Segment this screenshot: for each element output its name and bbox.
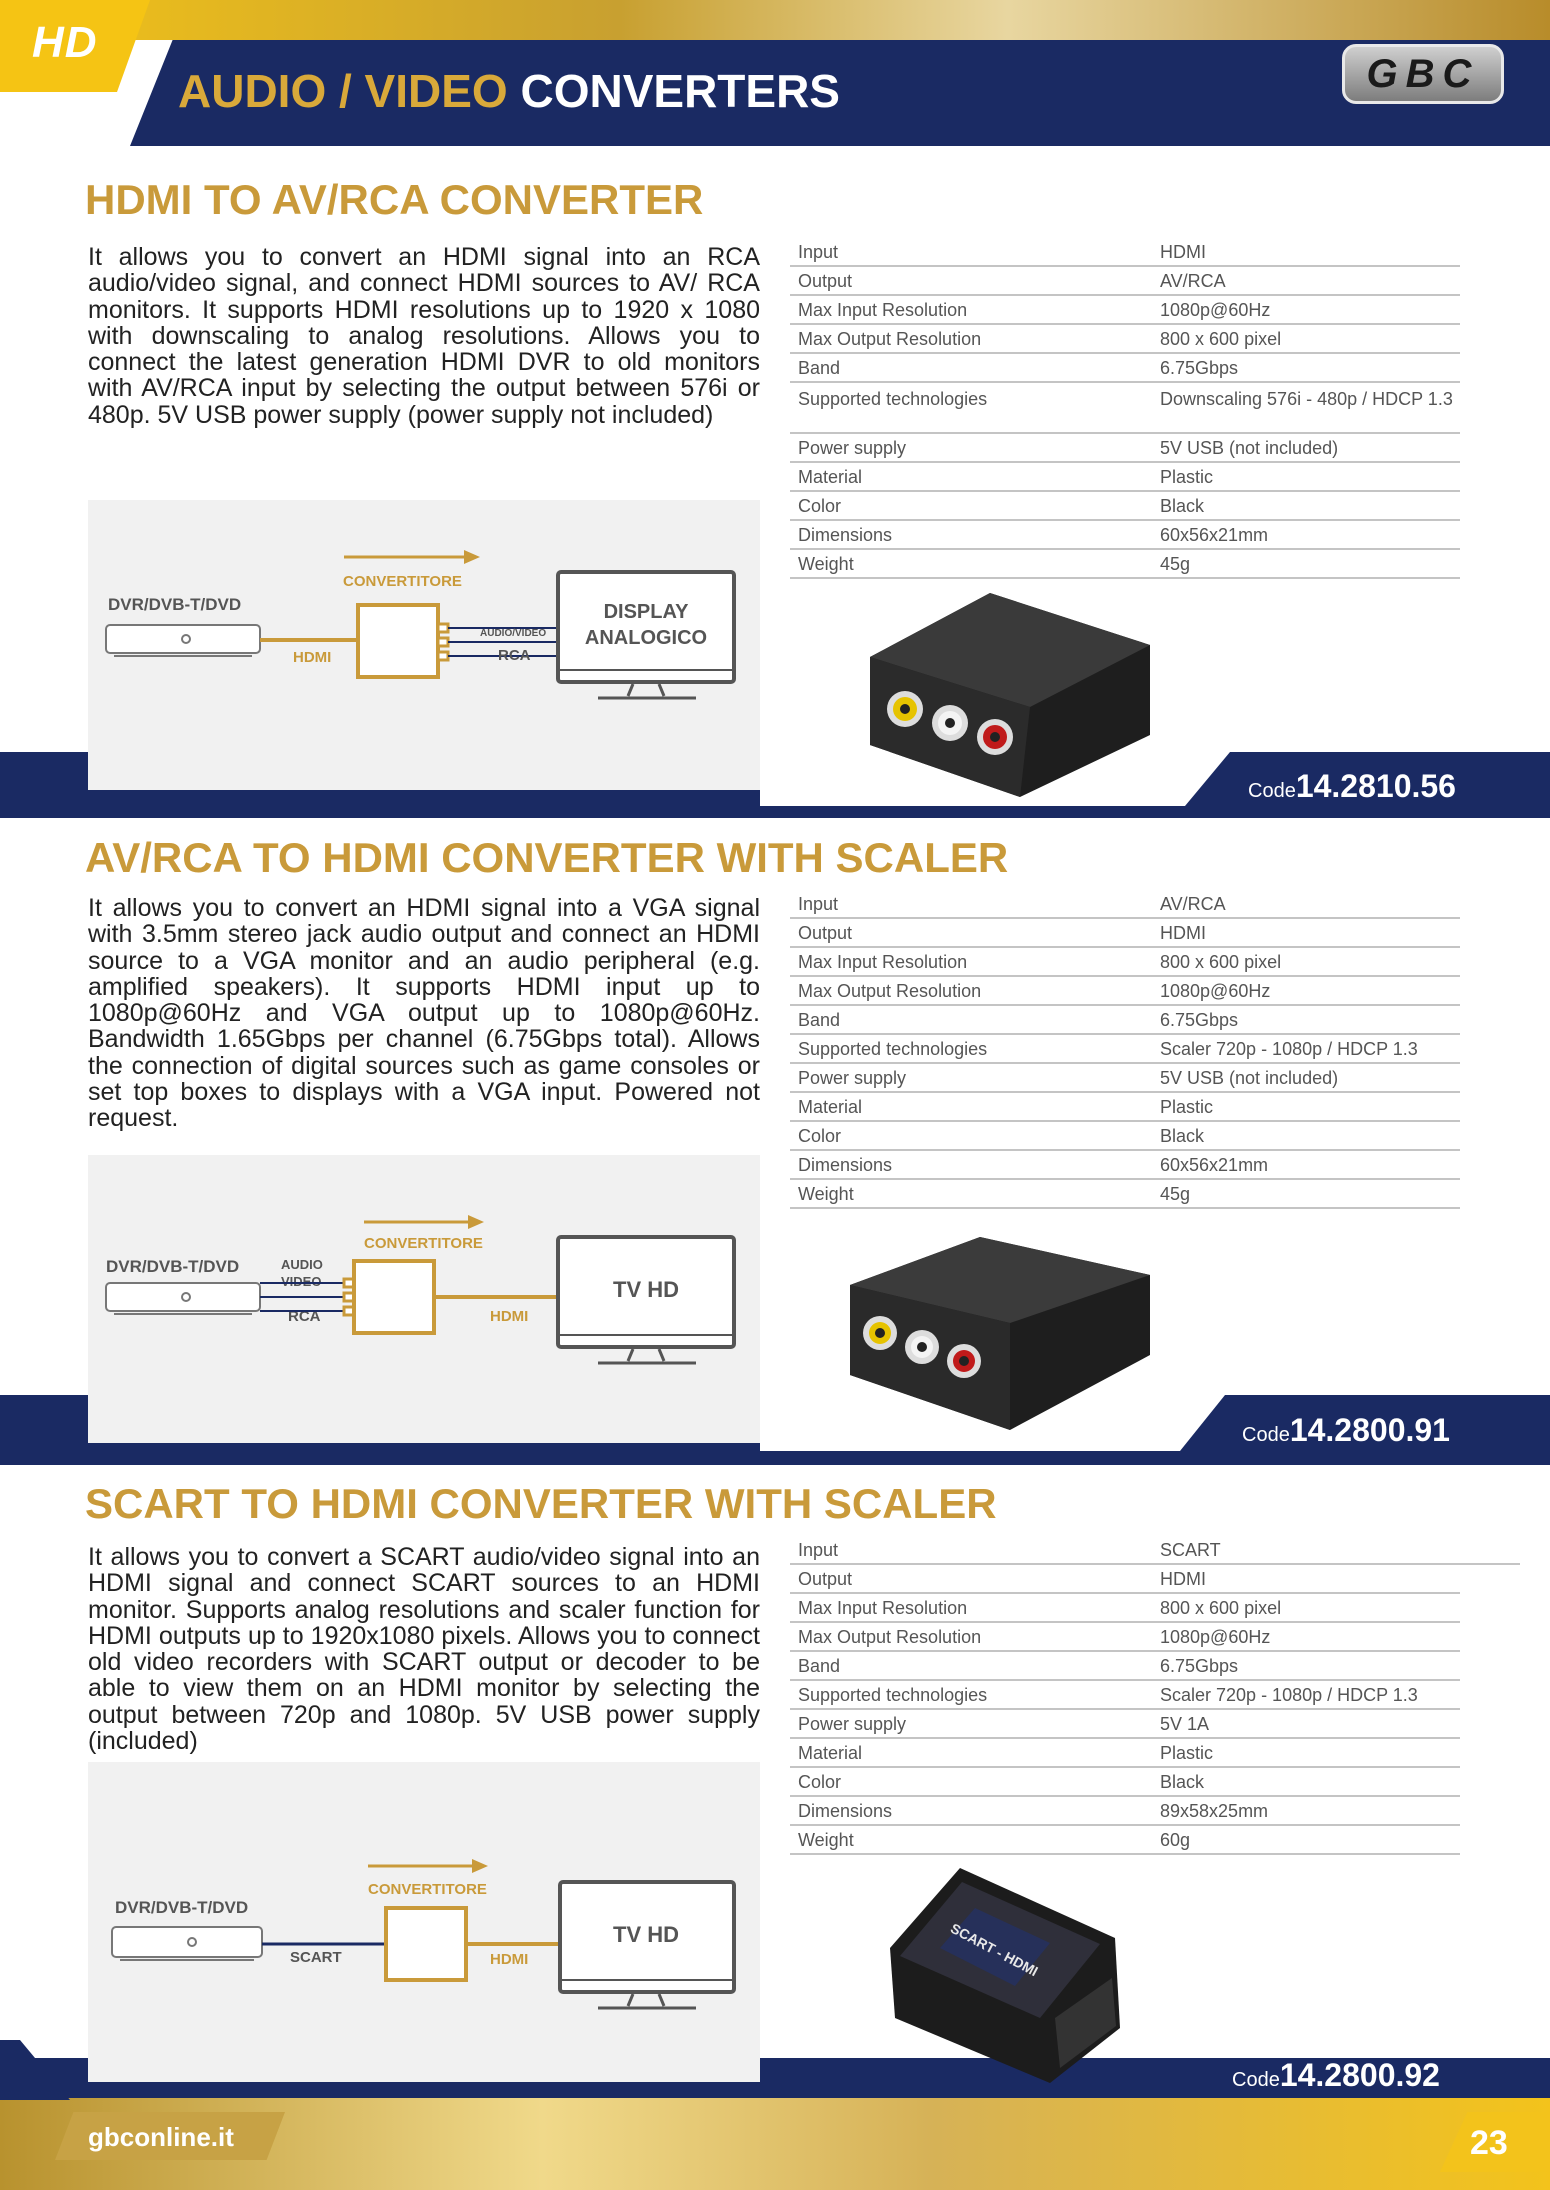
code-label: Code (1248, 780, 1296, 802)
spec-row: Color Black (790, 1122, 1460, 1151)
spec-row: Band 6.75Gbps (790, 1006, 1460, 1035)
code-value: 14.2810.56 (1295, 768, 1456, 804)
page-title-white: CONVERTERS (520, 65, 840, 117)
diagram-display: TV HD (613, 1922, 679, 1947)
diagram-cable-in: HDMI (293, 649, 332, 666)
hdmi-to-rca-converter-image (850, 585, 1160, 800)
converter-box-icon (354, 1261, 434, 1333)
code-label: Code (1242, 1424, 1290, 1446)
diagram-cable-in: RCA (288, 1308, 321, 1325)
page-title (178, 64, 840, 118)
product-image (850, 585, 1160, 800)
spec-row: Power supply 5V USB (not included) (790, 1064, 1460, 1093)
brand-logo (1342, 44, 1504, 104)
diagram-converter-label: CONVERTITORE (343, 573, 462, 590)
diagram-source-label: DVR/DVB-T/DVD (108, 595, 242, 614)
product-image (830, 1225, 1160, 1435)
section-title: HDMI TO AV/RCA CONVERTER (85, 176, 704, 223)
spec-row: Power supply 5V USB (not included) (790, 434, 1460, 463)
section-title: SCART TO HDMI CONVERTER WITH SCALER (85, 1480, 997, 1527)
spec-row: Max Input Resolution 1080p@60Hz (790, 296, 1460, 325)
diagram-cable-out: HDMI (490, 1951, 529, 1968)
diagram-converter-label: CONVERTITORE (364, 1235, 483, 1252)
spec-row: Dimensions 60x56x21mm (790, 1151, 1460, 1180)
hd-badge-text: HD (32, 18, 98, 67)
spec-table (790, 890, 1460, 1209)
spec-row: Output HDMI (790, 919, 1460, 948)
spec-row: Max Output Resolution 1080p@60Hz (790, 1623, 1460, 1652)
spec-row: Input AV/RCA (790, 890, 1460, 919)
diagram-display-line2: ANALOGICO (584, 627, 708, 649)
spec-row: Supported technologies Scaler 720p - 1080p / HDCP 1.3 (790, 1035, 1460, 1064)
brand-logo-text: GBC (1366, 51, 1480, 96)
spec-row: Max Output Resolution 800 x 600 pixel (790, 325, 1460, 354)
product-label: SCART - HDMI (948, 1919, 1041, 1980)
diagram-display: TV HD (613, 1277, 679, 1302)
spec-row: Input SCART (790, 1536, 1520, 1565)
spec-table (790, 238, 1460, 579)
spec-row: Supported technologies Scaler 720p - 1080p / HDCP 1.3 (790, 1681, 1460, 1710)
spec-row: Power supply 5V 1A (790, 1710, 1460, 1739)
diagram-svg (88, 500, 760, 790)
converter-box-icon (358, 605, 438, 677)
product-code (1232, 2057, 1440, 2094)
diagram-source-label: DVR/DVB-T/DVD (115, 1898, 249, 1917)
diagram-svg (88, 1155, 760, 1443)
diagram-display-line1: DISPLAY (603, 601, 689, 623)
product-code (1248, 768, 1456, 805)
spec-row: Weight 45g (790, 1180, 1460, 1209)
diagram-converter-label: CONVERTITORE (368, 1881, 487, 1898)
section-description: It allows you to convert a SCART audio/video signal into an HDMI signal and connect SCART sources to an HDMI monitor. Supports analog resolutions and scaler function for HDMI outputs up to 1920x1080 pixels. Allows you to connect old video recorders with SCART output or decoder to be able to view them on an HDMI monitor by selecting the output between 720p and 1080p. 5V USB power supply (included) (88, 1543, 760, 1756)
spec-table (790, 1536, 1460, 1855)
spec-row: Material Plastic (790, 1093, 1460, 1122)
diagram-cable-in-line2: VIDEO (281, 1274, 322, 1289)
spec-row: Band 6.75Gbps (790, 354, 1460, 383)
page-title-gold: AUDIO / VIDEO (178, 65, 508, 117)
code-value: 14.2800.91 (1289, 1412, 1450, 1448)
spec-row: Weight 60g (790, 1826, 1460, 1855)
product-code (1242, 1412, 1450, 1449)
spec-row: Dimensions 60x56x21mm (790, 521, 1460, 550)
spec-row: Output HDMI (790, 1565, 1460, 1594)
connection-diagram (88, 1762, 760, 2082)
spec-row: Input HDMI (790, 238, 1460, 267)
spec-row: Dimensions 89x58x25mm (790, 1797, 1460, 1826)
section-description: It allows you to convert an HDMI signal into a VGA signal with 3.5mm stereo jack audio output and connect an HDMI source to a VGA monitor and an audio peripheral (e.g. amplified speakers). It supports HDMI input up to 1080p@60Hz and VGA output up to 1080p@60Hz. Bandwidth 1.65Gbps per channel (6.75Gbps total). Allows the connection of digital sources such as game consoles or set top boxes to displays with a VGA input. Powered not request. (88, 894, 760, 1133)
rca-to-hdmi-converter-image (830, 1225, 1160, 1435)
product-image (880, 1868, 1130, 2086)
page-number: 23 (1470, 2124, 1508, 2162)
header-gold-strip (0, 0, 1550, 40)
spec-row: Max Output Resolution 1080p@60Hz (790, 977, 1460, 1006)
diagram-cable-out: RCA (498, 647, 531, 664)
spec-row: Material Plastic (790, 1739, 1460, 1768)
website-link[interactable]: gbconline.it (88, 2122, 234, 2152)
spec-row: Max Input Resolution 800 x 600 pixel (790, 948, 1460, 977)
spec-row: Supported technologies Downscaling 576i - 480p / HDCP 1.3 (798, 389, 1453, 409)
code-value: 14.2800.92 (1279, 2057, 1440, 2093)
diagram-svg (88, 1762, 760, 2082)
diagram-cable-out: HDMI (490, 1308, 529, 1325)
connection-diagram (88, 500, 760, 790)
diagram-cable-in: SCART (290, 1949, 342, 1966)
spec-row: Color Black (790, 492, 1460, 521)
spec-row: Color Black (790, 1768, 1460, 1797)
converter-box-icon (386, 1908, 466, 1980)
spec-row: Weight 45g (790, 550, 1460, 579)
code-label: Code (1232, 2069, 1280, 2091)
section-title: AV/RCA TO HDMI CONVERTER WITH SCALER (85, 834, 1009, 881)
connection-diagram (88, 1155, 760, 1443)
scart-to-hdmi-converter-image (880, 1868, 1130, 2086)
spec-row: Output AV/RCA (790, 267, 1460, 296)
spec-row: Band 6.75Gbps (790, 1652, 1460, 1681)
spec-row: Material Plastic (790, 463, 1460, 492)
diagram-cable-out-small: AUDIO/VIDEO (480, 628, 547, 639)
section-description: It allows you to convert an HDMI signal into an RCA audio/video signal, and connect HDMI sources to AV/ RCA monitors. It supports HDMI resolutions up to 1920 x 1080 with downscaling to analog resolutions. Allows you to connect the latest generation HDMI DVR to old monitors with AV/RCA input by selecting the output between 576i or 480p. 5V USB power supply (power supply not included) (88, 243, 760, 429)
diagram-source-label: DVR/DVB-T/DVD (106, 1257, 240, 1276)
spec-row: Max Input Resolution 800 x 600 pixel (790, 1594, 1460, 1623)
diagram-cable-in-line1: AUDIO (281, 1257, 323, 1272)
